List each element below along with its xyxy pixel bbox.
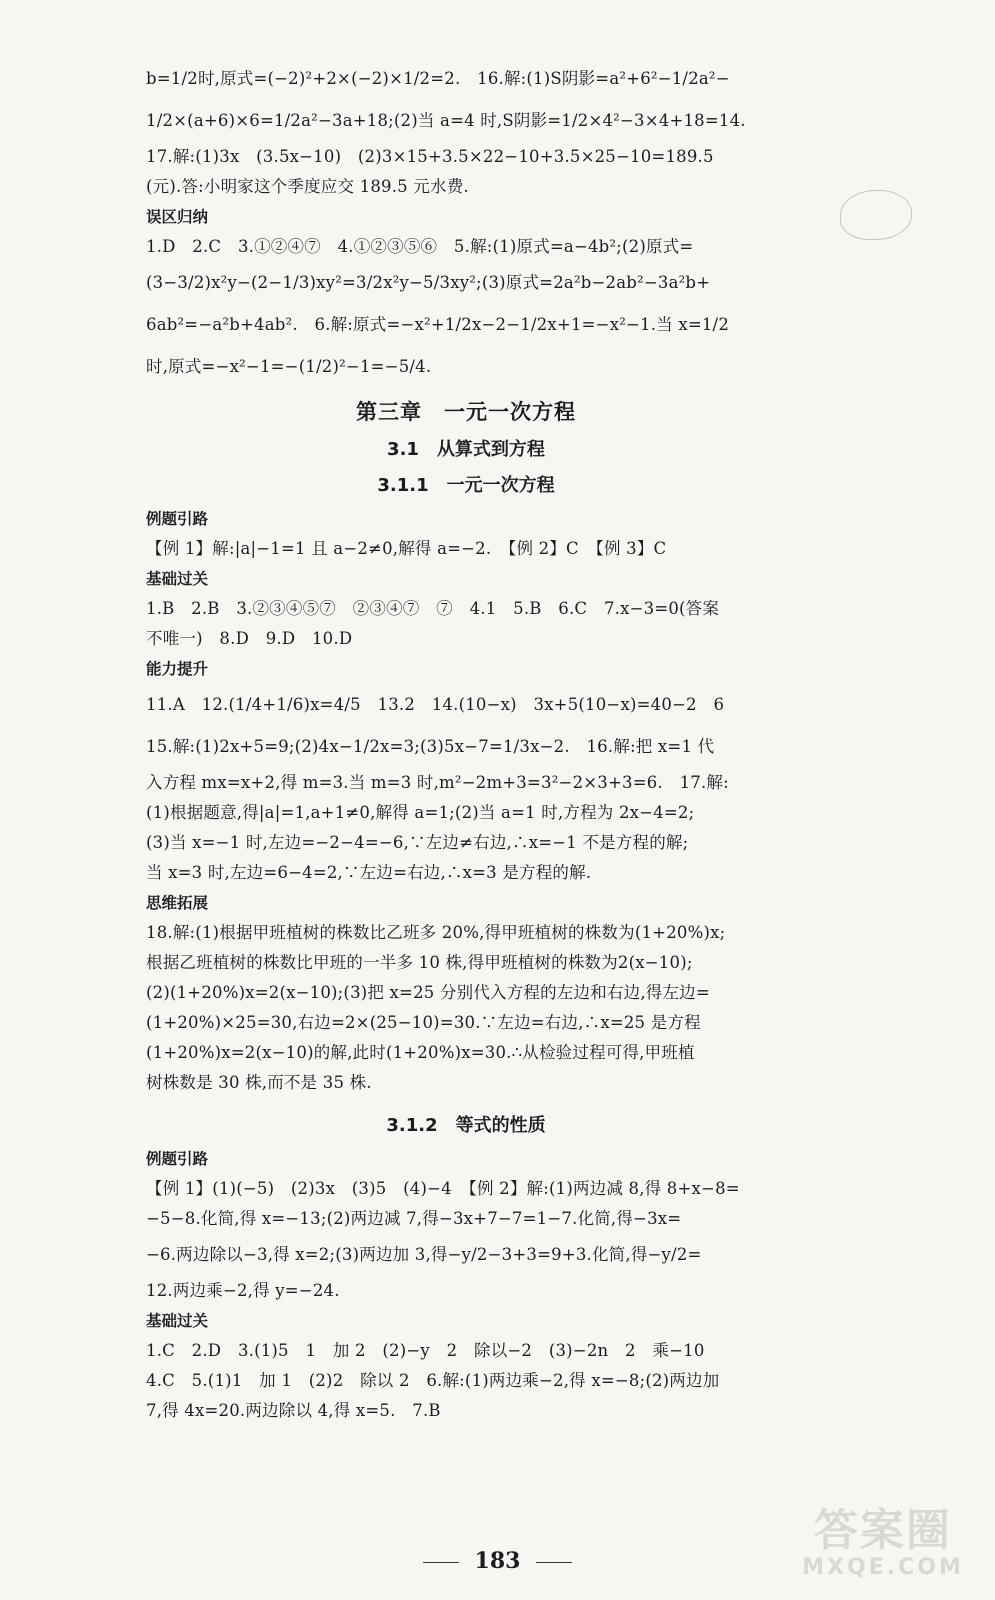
text-line: 4.C 5.(1)1 加 1 (2)2 除以 2 6.解:(1)两边乘−2,得 x=−8;(2)两边加 xyxy=(146,1371,720,1390)
page-number-dash xyxy=(536,1562,572,1563)
subsection-title: 3.1.1 一元一次方程 xyxy=(377,475,555,496)
section-heading-nengli: 能力提升 xyxy=(146,660,209,678)
text-line: (1+20%)x=2(x−10)的解,此时(1+20%)x=30.∴从检验过程可得,甲班植 xyxy=(146,1043,695,1062)
text-line: −5−8.化简,得 x=−13;(2)两边减 7,得−3x+7−7=1−7.化简,得−3x= xyxy=(146,1209,682,1228)
text-line: (2)(1+20%)x=2(x−10);(3)把 x=25 分别代入方程的左边和右边,得左边= xyxy=(146,983,710,1002)
text-line: 根据乙班植树的株数比甲班的一半多 10 株,得甲班植树的株数为2(x−10); xyxy=(146,953,693,972)
text-line: 时,原式=−x²−1=−(1/2)²−1=−5/4. xyxy=(146,357,432,376)
text-line: b=1/2时,原式=(−2)²+2×(−2)×1/2=2. 16.解:(1)S阴影=a²+6²−1/2a²− xyxy=(146,69,730,88)
text-line: 【例 1】(1)(−5) (2)3x (3)5 (4)−4 【例 2】解:(1)两边减 8,得 8+x−8= xyxy=(146,1179,740,1198)
text-line: (1+20%)×25=30,右边=2×(25−10)=30.∵左边=右边,∴x=25 是方程 xyxy=(146,1013,701,1032)
text-line: 1.C 2.D 3.(1)5 1 加 2 (2)−y 2 除以−2 (3)−2n 2 乘−10 xyxy=(146,1341,705,1360)
answer-page xyxy=(146,58,786,1426)
ink-stamp-mark xyxy=(840,190,912,240)
text-line: 1/2×(a+6)×6=1/2a²−3a+18;(2)当 a=4 时,S阴影=1/2×4²−3×4+18=14. xyxy=(146,111,746,130)
text-line: −6.两边除以−3,得 x=2;(3)两边加 3,得−y/2−3+3=9+3.化简,得−y/2= xyxy=(146,1245,702,1264)
section-heading-liti: 例题引路 xyxy=(146,1150,209,1168)
page-number-dash xyxy=(423,1562,459,1563)
section-heading-jichu: 基础过关 xyxy=(146,570,209,588)
text-line: 入方程 mx=x+2,得 m=3.当 m=3 时,m²−2m+3=3²−2×3+3=6. 17.解: xyxy=(146,773,729,792)
subsection-title: 3.1.2 等式的性质 xyxy=(386,1115,546,1136)
section-title: 3.1 从算式到方程 xyxy=(387,439,545,460)
text-line: (1)根据题意,得|a|=1,a+1≠0,解得 a=1;(2)当 a=1 时,方程为 2x−4=2; xyxy=(146,803,695,822)
chapter-title: 第三章 一元一次方程 xyxy=(356,400,576,424)
text-line: 不唯一) 8.D 9.D 10.D xyxy=(146,629,353,648)
text-line: (3−3/2)x²y−(2−1/3)xy²=3/2x²y−5/3xy²;(3)原式=2a²b−2ab²−3a²b+ xyxy=(146,273,711,292)
text-line: 1.B 2.B 3.②③④⑤⑦ ②③④⑦ ⑦ 4.1 5.B 6.C 7.x−3=0(答案 xyxy=(146,599,720,618)
text-line: 树株数是 30 株,而不是 35 株. xyxy=(146,1073,372,1092)
text-line: 当 x=3 时,左边=6−4=2,∵左边=右边,∴x=3 是方程的解. xyxy=(146,863,592,882)
watermark-url: MXQE.COM xyxy=(802,1555,964,1580)
section-heading-siwei: 思维拓展 xyxy=(146,894,209,912)
section-heading-wuqu: 误区归纳 xyxy=(146,208,209,226)
text-line: 12.两边乘−2,得 y=−24. xyxy=(146,1281,340,1300)
text-line: 【例 1】解:|a|−1=1 且 a−2≠0,解得 a=−2. 【例 2】C 【例 3】C xyxy=(146,539,667,558)
watermark-logo xyxy=(793,1506,973,1586)
page-number-text: 183 xyxy=(474,1548,521,1574)
section-heading-jichu: 基础过关 xyxy=(146,1312,209,1330)
text-line: 6ab²=−a²b+4ab². 6.解:原式=−x²+1/2x−2−1/2x+1=−x²−1.当 x=1/2 xyxy=(146,315,730,334)
text-line: 1.D 2.C 3.①②④⑦ 4.①②③⑤⑥ 5.解:(1)原式=a−4b²;(2)原式= xyxy=(146,237,694,256)
text-line: (3)当 x=−1 时,左边=−2−4=−6,∵左边≠右边,∴x=−1 不是方程的解; xyxy=(146,833,689,852)
text-line: 18.解:(1)根据甲班植树的株数比乙班多 20%,得甲班植树的株数为(1+20%)x; xyxy=(146,923,726,942)
text-line: (元).答:小明家这个季度应交 189.5 元水费. xyxy=(146,177,469,196)
text-line: 15.解:(1)2x+5=9;(2)4x−1/2x=3;(3)5x−7=1/3x−2. 16.解:把 x=1 代 xyxy=(146,737,715,756)
section-heading-liti: 例题引路 xyxy=(146,510,209,528)
text-line: 11.A 12.(1/4+1/6)x=4/5 13.2 14.(10−x) 3x+5(10−x)=40−2 6 xyxy=(146,695,725,714)
text-line: 17.解:(1)3x (3.5x−10) (2)3×15+3.5×22−10+3.5×25−10=189.5 xyxy=(146,147,714,166)
watermark-text: 答案圈 xyxy=(814,1505,952,1556)
text-line: 7,得 4x=20.两边除以 4,得 x=5. 7.B xyxy=(146,1401,441,1420)
